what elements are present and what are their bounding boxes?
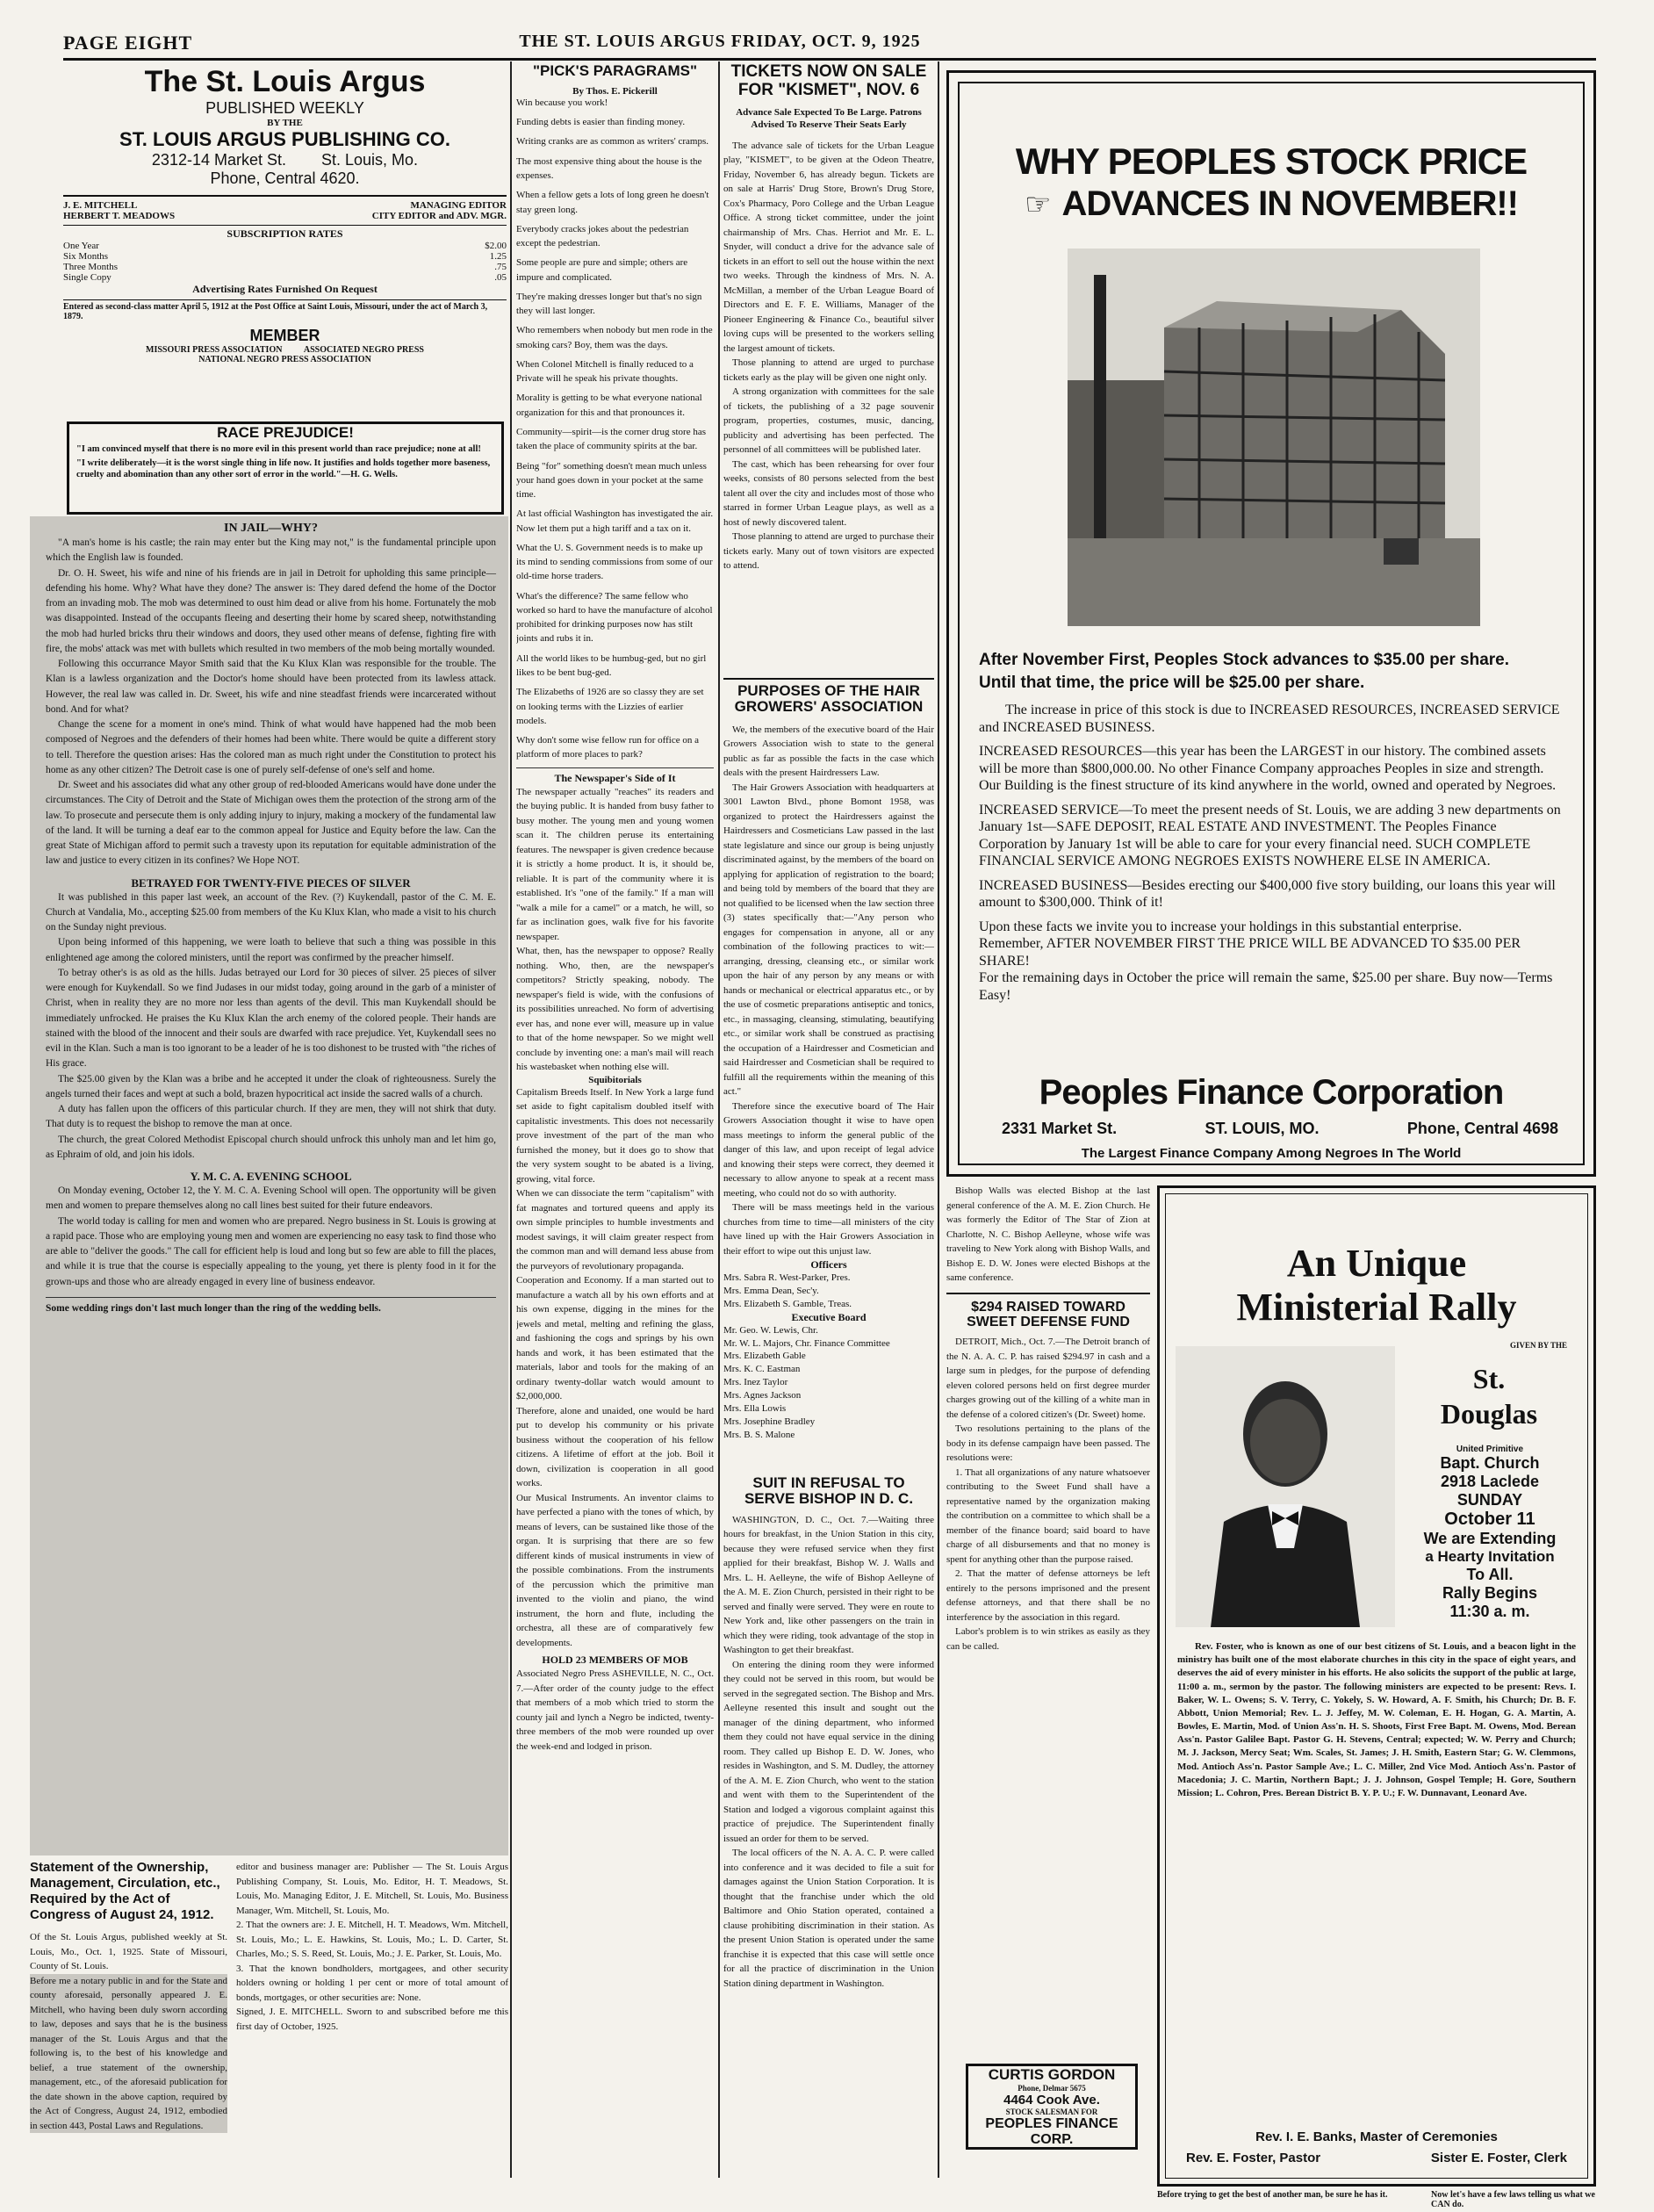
rally-pastor: Rev. E. Foster, Pastor bbox=[1186, 2151, 1321, 2165]
text-line: .75 bbox=[494, 262, 507, 272]
filler-left: Before trying to get the best of another man, be sure he has it. bbox=[1157, 2190, 1388, 2200]
paragram-item: Morality is getting to be what everyone national organization for this and that pronounces it. bbox=[516, 393, 702, 418]
in-jail-paragraph: Change the scene for a moment in one's mind. Think of what would have happened had the mob been composed of Negroes and the defenders of their homes had been white. There would be quite a different story to tell. Therefore the question arises: Has the colored man as much right under the Constitution to protect his home as any other citizen? The Detroit case is one of purely self-defense of one's self and home. bbox=[46, 719, 496, 775]
sweet-fund-paragraph: 2. That the matter of defense attorneys be left entirely to the persons imprisoned and the present defense attorneys, and that there shall be no interference by the association in this regard. bbox=[946, 1568, 1150, 1623]
paragram-item: Everybody cracks jokes about the pedestrian except the pedestrian. bbox=[516, 223, 689, 249]
text-line: 11:30 a. m. bbox=[1449, 1603, 1530, 1620]
mob-title: HOLD 23 MEMBERS OF MOB bbox=[542, 1654, 688, 1667]
paragrams-list bbox=[516, 115, 714, 761]
text-line: Three Months bbox=[63, 262, 119, 272]
squib-paragraph: Capitalism Breeds Itself. In New York a large fund set aside to fight capitalism doubled itself with capitalistic investments. This does not necessarily prove investment of the part of the man who furnished the money, but it does go to show that the very system sought to be abated is a living, growing, vital force. bbox=[516, 1086, 714, 1185]
sweet-fund-paragraph: 1. That all organizations of any nature whatsoever contributing to the Sweet Fund shall have a representative named by the organization making the contribution on a committee to which shall be a member of the finance board; said board to have charge of all disbursements and that no money is spent for anything other than the purpose raised. bbox=[946, 1466, 1150, 1565]
staff-list bbox=[63, 200, 507, 221]
paragram-item: All the world likes to be humbug-ged, but no girl likes to be bent bug-ged. bbox=[516, 652, 707, 678]
in-jail-paragraph: Dr. O. H. Sweet, his wife and nine of his friends are in jail in Detroit for upholding this same principle—defending his home. Why? What have they done? The answer is: They dared defend the home of the Doctor from an invading mob. The mob was determined to oust him dead or alive from his home. Fortunately the mob was disappointed. Instead of the occupants fleeing and deserting their home by scared sheep, notwithstanding the mob had hurled bricks thru their windows and doors, they used other means of defense, fighting fire with fire, the mobs' attack was met with bullets which resulted in two members of the mob being mortally wounded. bbox=[46, 567, 496, 654]
bishop-title-1: SUIT IN REFUSAL TO bbox=[752, 1475, 905, 1491]
text-line: Mrs. Elizabeth S. Gamble, Treas. bbox=[723, 1298, 852, 1309]
text-line: Mrs. Agnes Jackson bbox=[723, 1389, 802, 1401]
text-line: For the remaining days in October the price will remain the same, $25.00 per share. Buy now—Terms Easy! bbox=[979, 970, 1553, 1003]
squib-paragraph: Our Musical Instruments. An inventor claims to have perfected a piano with the tones of which, by means of levers, can be sustained like those of the organ. It is surprising that there are so few different kinds of musical instruments in view of the possible combinations. From the instruments of the percussion which the primitive man invented to the violin and piano, the wind instrument, the horn and flute, including the orchestra, all these are of comparatively few developments. bbox=[516, 1492, 714, 1648]
paragram-item: Community—spirit—is the corner drug store has taken the place of community spirits at the bar. bbox=[516, 426, 706, 452]
race-prejudice-quote: "I am convinced myself that there is no more evil in this present world than race prejudice; none at all! bbox=[76, 444, 481, 454]
ymca-title: Y. M. C. A. EVENING SCHOOL bbox=[190, 1170, 352, 1183]
ymca-paragraph: The world today is calling for men and women who are prepared. Negro business in St. Louis is growing at a rapid pace. Those who are employing young men and women are experiencing no easy task to find those who are able to "deliver the goods." The call for efficient help is loud and long but so few are able to fill the places, and while it is true that the course is especially appealing to the young, yet there is plenty food in it for the grown-ups and those who are already engaged in every line of business endeavor. bbox=[46, 1215, 496, 1287]
text-line: $2.00 bbox=[485, 241, 507, 251]
rally-title-1: An Unique bbox=[1286, 1242, 1467, 1285]
officers-title: Officers bbox=[810, 1258, 847, 1272]
rally-portrait bbox=[1176, 1346, 1395, 1627]
text-line: editor and business manager are: Publisher — The St. Louis Argus Publishing Company, St. Louis, Mo. Editor, H. T. Meadows, St. Louis, Mo. Managing Editor, J. E. Mitchell, St. Louis, Mo. Business Manager, Wm. Mitchell, St. Louis, Mo. bbox=[236, 1862, 508, 1916]
publishing-company: ST. LOUIS ARGUS PUBLISHING CO. bbox=[119, 128, 450, 150]
in-jail-title: IN JAIL—WHY? bbox=[224, 522, 318, 535]
race-prejudice-quote: "I write deliberately—it is the worst single thing in life now. It justifies and holds together more baseness, cruelty and abomination than any other sort of error in the world."—H. G. Wells. bbox=[76, 458, 491, 480]
paragram-item: At last official Washington has investigated the air. Now let them put a high tariff and a tax on it. bbox=[516, 508, 714, 534]
curtis-role: STOCK SALESMAN FOR bbox=[1005, 2108, 1098, 2116]
paragrams-intro: Win because you work! bbox=[516, 97, 608, 109]
peoples-city: ST. LOUIS, MO. bbox=[1205, 1120, 1320, 1137]
publisher-phone: Phone, Central 4620. bbox=[210, 169, 360, 187]
text-line: 2. That the owners are: J. E. Mitchell, H. T. Meadows, Wm. Mitchell, St. Louis, Mo.; L. E. Hawkins, St. Louis, Mo.; L. D. Carter, St. Charles, Mo.; S. S. Reed, St. Louis, Mo.; J. E. Parker, St. Louis, Mo. bbox=[236, 1920, 508, 1959]
filler-right: Now let's have a few laws telling us what we CAN do. bbox=[1431, 2190, 1595, 2209]
peoples-body bbox=[979, 702, 1567, 1004]
text-line: Mrs. Emma Dean, Sec'y. bbox=[723, 1286, 819, 1297]
squib-paragraph: When we can dissociate the term "capitalism" with fat magnates and tortured queens and apply its own simple principles to humble investments and modest savings, it will claim greater respect from the common man and will demand less abuse from the purveyors of revolutionary propaganda. bbox=[516, 1188, 714, 1272]
text-line: Rally Begins bbox=[1442, 1584, 1538, 1602]
text-line: INCREASED SERVICE—To meet the present needs of St. Louis, we are adding 3 new departments on January 1st—SAFE DEPOSIT, REAL ESTATE AND INVESTMENT. The Peoples Finance Corporation by January 1st will be able to care for your every financial need. SUCH COMPLETE FINANCIAL SERVICE AMONG NEGROES EXISTS NOWHERE ELSE IN AMERICA. bbox=[979, 802, 1561, 869]
paragram-item: Funding debts is easier than finding money. bbox=[516, 117, 686, 128]
member-line-2: NATIONAL NEGRO PRESS ASSOCIATION bbox=[198, 355, 371, 364]
text-line: October 11 bbox=[1444, 1509, 1535, 1529]
subscription-title: SUBSCRIPTION RATES bbox=[63, 225, 507, 241]
page-number: PAGE EIGHT bbox=[63, 32, 193, 54]
paragram-item: Some people are pure and simple; others are impure and complicated. bbox=[516, 257, 688, 283]
peoples-lead-1: After November First, Peoples Stock advances to $35.00 per share. bbox=[979, 651, 1510, 669]
paper-dateline: THE ST. LOUIS ARGUS FRIDAY, OCT. 9, 1925 bbox=[519, 32, 921, 51]
betrayed-paragraph: Upon being informed of this happening, we were loath to believe that such a thing was possible in this enlightened age among the colored ministers, until the report was confirmed by the preacher himself. bbox=[46, 937, 496, 963]
betrayed-paragraph: To betray other's is as old as the hills. Judas betrayed our Lord for 30 pieces of silver. 25 pieces of silver were enough for Kuykendall. So we find Judases in our midst today, going around in the garb of a minister of Christ, when in reality they are no more nor less than agents of the devil. This man Kuykendall should be immediately unfrocked. He praises the Ku Klux Klan the arch enemy of the colored people. Their hands are stained with the blood of the innocent and their souls are dwarfed with race prejudice. Yet, Kuykendall sees no evil in the Klan. Such a man is too ignorant to be a leader of he is too dishonest to be trusted with "the riches of His grace. bbox=[46, 967, 496, 1070]
text-line: Mrs. Elizabeth Gable bbox=[723, 1351, 806, 1362]
hair-paragraph: The Hair Growers Association with headquarters at 3001 Lawton Blvd., phone Bomont 1958, was organized to protect the Hairdressers against the Hairdressers and Cosmeticians Law passed in the last state legislature and since our group is being unjustly discriminated against, by the members of the board on applying for application of registration to the board; and being told by members of the board that they are not qualified to be licensed when the law section three (3) states specifically that:—"Any person who engages for compensation in anyone, all or any combination of the following practices to wit:—arranging, dressing, cleansing etc., or similar work upon the hair of any person by any means or with hands or mechanical or electrical apparatus etc., or by the use of cosmetic preparations antiseptic and tonics, etc., in massaging, cleansing, stimulating, beautifying etc., or similar work shall be construed as practising the occupation of a Hairdresser and Cosmetician and said Hairdresser and Cosmetician shall be required to fulfill all the requirements within the meaning of this act." bbox=[723, 782, 934, 1098]
hair-paragraph: We, the members of the executive board of the Hair Growers Association wish to state to the general public as far as possible the facts in the case which deals with the present Hairdressers Law. bbox=[723, 724, 934, 779]
paragram-item: What the U. S. Government needs is to make up its mind to sending commissions from some of our old-time horse traders. bbox=[516, 542, 713, 582]
text-line: To All. bbox=[1466, 1566, 1514, 1583]
building-photo bbox=[1068, 249, 1480, 626]
text-line: Mrs. Inez Taylor bbox=[723, 1377, 788, 1388]
text-line: 2918 Laclede bbox=[1440, 1473, 1540, 1490]
sweet-fund-article bbox=[946, 1184, 1150, 2062]
paragram-item: Who remembers when nobody but men rode in the smoking cars? Boy, them was the days. bbox=[516, 325, 713, 350]
labor-quip: Labor's problem is to win strikes as easily as they can be called. bbox=[946, 1626, 1150, 1652]
kismet-title-1: TICKETS NOW ON SALE bbox=[730, 63, 927, 81]
curtis-address: 4464 Cook Ave. bbox=[1003, 2093, 1100, 2108]
kismet-paragraph: A strong organization with committees for the sale of tickets, the publishing of a 32 page souvenir program, properties, costumes, music, dancing, publicity and advertising has been perfected. The personnel of all committees will be published later. bbox=[723, 386, 934, 456]
text-line: Mrs. Josephine Bradley bbox=[723, 1416, 816, 1427]
squib-paragraph: Therefore, alone and unaided, one would be hard put to develop his community or his private business without the cooperation of his fellow citizens. A lifetime of effort at the job. Boil it down, civilization is cooperation in all good works. bbox=[516, 1405, 714, 1489]
kismet-title-2: FOR "KISMET", NOV. 6 bbox=[737, 80, 920, 99]
text-line: Mrs. K. C. Eastman bbox=[723, 1364, 801, 1375]
curtis-phone: Phone, Delmar 5675 bbox=[1018, 2084, 1086, 2093]
race-prejudice-box bbox=[67, 422, 504, 515]
member-line-1: MISSOURI PRESS ASSOCIATION ASSOCIATED NEGRO PRESS bbox=[146, 345, 424, 355]
rally-clerk: Sister E. Foster, Clerk bbox=[1430, 2151, 1567, 2165]
ownership-statement bbox=[30, 1860, 508, 2194]
entered-note: Entered as second-class matter April 5, 1912 at the Post Office at Saint Louis, Missouri, under the act of March 3, 1879. bbox=[63, 299, 507, 321]
newspaper-title: The Newspaper's Side of It bbox=[516, 767, 714, 785]
paragrams-title: "PICK'S PARAGRAMS" bbox=[532, 63, 698, 79]
text-line: Before me a notary public in and for the State and county aforesaid, personally appeared J. E. Mitchell, who having been duly sworn according to law, deposes and says that he is the business manager of the St. Louis Argus and that the following is, to the best of his knowledge and belief, a true statement of the ownership, management, etc., of the aforesaid publication for the date shown in the above caption, required by the Act of Congress, August 24, 1912, embodied in section 443, Postal Laws and Regulations. bbox=[30, 1974, 227, 2134]
rally-title-2: Ministerial Rally bbox=[1236, 1286, 1517, 1329]
paragram-item: What's the difference? The same fellow who worked so hard to have the manufacture of alcohol prohibited for drinking purposes now has stilt joints and rubs it in. bbox=[516, 590, 713, 645]
rally-church-1: St. bbox=[1472, 1363, 1506, 1394]
paragram-item: When Colonel Mitchell is finally reduced to a Private will he speak his private thoughts. bbox=[516, 358, 694, 385]
peoples-phone: Phone, Central 4698 bbox=[1406, 1120, 1558, 1137]
betrayed-title: BETRAYED FOR TWENTY-FIVE PIECES OF SILVER bbox=[131, 875, 411, 890]
peoples-corp-name: Peoples Finance Corporation bbox=[1039, 1073, 1504, 1112]
by-the: BY THE bbox=[267, 118, 303, 128]
text-line: .05 bbox=[494, 272, 507, 283]
in-jail-paragraph: Following this occurrance Mayor Smith said that the Ku Klux Klan was responsible for the trouble. The Klan is a lawless organization and the Doctor's home should have been protected from its lawless attack. However, the real law was called in. Dr. Sweet, his wife and nine steadfast friends were incarcerated without bond. And for what? bbox=[46, 659, 496, 715]
text-line: a Hearty Invitation bbox=[1425, 1548, 1555, 1565]
member-title: MEMBER bbox=[249, 327, 320, 344]
squib-paragraph: Cooperation and Economy. If a man started out to manufacture a watch all by his own efforts and at his own expense, digging in the mines for the jewels and metal, melting and refining the glass, and fashioning the cogs and springs by his own hands and work, it has been estimated that the materials, labor and tools for the making of an ordinary twenty-dollar watch would amount to $2,000,000. bbox=[516, 1275, 714, 1402]
newspaper-paragraph: What, then, has the newspaper to oppose? Really nothing. Who, then, are the newspaper's competitors? Strictly speaking, nobody. The newspaper's field is wide, with the confusions of its possibilities unreached. No form of advertising ever has, and none ever will, measure up in value to that of the home newspaper. So we might well conclude by inventing one: a man's mail will reach his wastebasket when nothing else will. bbox=[516, 946, 714, 1073]
race-prejudice-title: RACE PREJUDICE! bbox=[217, 424, 354, 441]
peoples-ad bbox=[946, 70, 1596, 1177]
curtis-company: PEOPLES FINANCE CORP. bbox=[985, 2116, 1118, 2147]
text-line: Six Months bbox=[63, 251, 109, 262]
paragrams-byline: By Thos. E. Pickerill bbox=[572, 86, 658, 97]
publisher-address: 2312-14 Market St. St. Louis, Mo. bbox=[151, 151, 419, 169]
rally-body: Rev. Foster, who is known as one of our best citizens of St. Louis, and a beacon light in the ministry has built one of the most elaborate churches in this city in the space of eight years, and deserves the aid of every minister in his efforts. He also solicits the support of the public at large, 11:00 a. m., sermon by the pastor. The following ministers are expected to be present: Revs. I. Baker, W. L. Owens; S. V. Terry, C. Yokely, S. W. Howard, A. F. Smith, his Church; Dr. B. F. Abbott, Union Memorial; Rev. L. J. Jeffey, M. W. Coleman, E. H. Hogan, G. A. Martin, A. Bowles, E. Martin, Mod. of Union Ass'n. H. S. Shoots, First Free Bapt. M. Owens, Mod. Berean Ass'n. Pastor Galilee Bapt. Pastor G. H. Stevens, Central; expected; W. W. Perry and Church; M. J. Jackson, Mercy Seat; Wm. Scales, St. James; J. H. Smith, Eastern Star; G. W. Clemmons, Mod. Antioch Ass'n. Pastor Sample Ave.; L. C. Miller, 2nd Vice Mod. Antioch Ass'n. Pastor of Macedonia; J. C. Martin, Northern Bapt.; J. J. Johnson, Gospel Temple; H. Gore, Southern Mission; L. Cohron, Pres. Berean District B. Y. P. U.; F. W. Dunnavant, Leonard Ave. bbox=[1177, 1641, 1576, 1798]
text-line: 1.25 bbox=[489, 251, 507, 262]
staff-name: J. E. MITCHELL bbox=[63, 200, 138, 211]
text-line: Upon these facts we invite you to increase your holdings in this substantial enterprise. bbox=[979, 919, 1463, 934]
rates-list bbox=[63, 241, 507, 283]
paragrams-column bbox=[516, 63, 714, 2180]
paragram-item: Being "for" something doesn't mean much unless your hand goes down in your pocket at the same time. bbox=[516, 460, 707, 501]
text-line: We are Extending bbox=[1423, 1530, 1557, 1547]
peoples-headline-2: ADVANCES IN NOVEMBER!! bbox=[1061, 184, 1518, 223]
in-jail-paragraph: "A man's home is his castle; the rain may enter but the King may not," is the fundamental principle upon which the English law is founded. bbox=[46, 537, 496, 564]
text-line: Single Copy bbox=[63, 272, 111, 283]
hair-growers-article bbox=[723, 683, 934, 1473]
rally-church-2: Douglas bbox=[1440, 1398, 1538, 1430]
squibitorials-title: Squibitorials bbox=[588, 1074, 642, 1085]
sweet-fund-paragraph: DETROIT, Mich., Oct. 7.—The Detroit branch of the N. A. A. C. P. has raised $294.97 in cash and a large sum in pledges, for the purpose of defending eleven colored persons held on first degree murder charges growing out of the killing of a white man in the defense of a colored citizen's (Dr. Sweet) home. bbox=[946, 1337, 1150, 1420]
betrayed-paragraph: It was published in this paper last week, an account of the Rev. (?) Kuykendall, pastor of the C. M. E. Church at Vandalia, Mo., accepting $25.00 from members of the Ku Klux Klan, who made a visit to his church on the Sunday night previous. bbox=[46, 891, 496, 933]
bishop-paragraph: WASHINGTON, D. C., Oct. 7.—Waiting three hours for breakfast, in the Union Station in this city, because they were refused service when they first applied for their breakfast, Bishop W. J. Walls and Mrs. L. H. Aelleyne, the wife of Bishop Aelleyne of the A. M. E. Zion Church, persisted in their right to be served and finally were served. They were en route to New York and, like other passengers on the train in which they were riding, took advantage of the stop in Washington to get their breakfast. bbox=[723, 1514, 934, 1656]
text-line: Of the St. Louis Argus, published weekly at St. Louis, Mo., Oct. 1, 1925. State of Missouri, County of St. Louis. bbox=[30, 1932, 227, 1971]
bishop-article bbox=[723, 1475, 934, 2195]
peoples-headline-1: WHY PEOPLES STOCK PRICE bbox=[1015, 141, 1528, 182]
paragram-item: The most expensive thing about the house is the expenses. bbox=[516, 155, 702, 181]
hair-title-1: PURPOSES OF THE HAIR bbox=[737, 683, 920, 699]
paragram-item: Writing cranks are as common as writers' cramps. bbox=[516, 136, 709, 148]
hair-paragraph: Therefore since the executive board of The Hair Growers Association thought it wise to have open mass meetings to inform the general public of the danger of this law, and upon receipt of legal advice and knowing their steps were correct, they deemed it necessary to allow anyone to speak at a recent mass meeting, who could not do so with authority. bbox=[723, 1100, 934, 1199]
ownership-title: Statement of the Ownership, Management, Circulation, etc., Required by the Act of Congress of August 24, 1912. bbox=[30, 1860, 220, 1922]
text-line: Mr. W. L. Majors, Chr. Finance Committee bbox=[723, 1337, 890, 1349]
peoples-lead-2: Until that time, the price will be $25.00 per share. bbox=[979, 674, 1365, 692]
pointing-hand-icon: ☞ bbox=[1025, 188, 1052, 221]
bishop-title-2: SERVE BISHOP IN D. C. bbox=[744, 1490, 914, 1508]
kismet-article bbox=[723, 63, 934, 678]
sweet-fund-paragraph: Two resolutions pertaining to the plans of the body in its defense campaign have been passed. The resolutions were: bbox=[946, 1423, 1150, 1464]
staff-role: CITY EDITOR and ADV. MGR. bbox=[371, 211, 507, 221]
betrayed-paragraph: The $25.00 given by the Klan was a bribe and he accepted it under the cloak of righteousness. Surely the angels turned their faces and wept at such a bold, brazen hypocritical act inside the sacred walls of a church. bbox=[46, 1073, 496, 1099]
text-line: One Year bbox=[63, 241, 99, 251]
exec-board-list bbox=[723, 1324, 934, 1442]
advertising-note: Advertising Rates Furnished On Request bbox=[192, 283, 378, 295]
bishop-paragraph: The local officers of the N. A. A. C. P. were called into conference and it was decided to file a suit for damages against the Union Station Corporation. It is thought that the franchise under which the old Baltimore and Ohio Station operated, contained a clause prohibiting discrimination in their station. As the present Union Station is operated under the same franchise it is expected that this case will settle once for all the practice of discrimination in the Union Station dining department in Washington. bbox=[723, 1848, 934, 1989]
published-weekly: PUBLISHED WEEKLY bbox=[205, 99, 364, 117]
bishop-paragraph: Bishop Walls was elected Bishop at the last general conference of the A. M. E. Zion Church. He was formerly the Editor of The Star of Zion at Charlotte, N. C. Bishop Aelleyne, whose wife was traveling to New York along with Bishop Walls, and Bishop E. D. W. Jones were elected Bishops at the same conference. bbox=[946, 1185, 1150, 1283]
rally-given: GIVEN BY THE bbox=[1509, 1341, 1567, 1350]
staff-name: HERBERT T. MEADOWS bbox=[63, 211, 176, 221]
rally-footer-1: Rev. I. E. Banks, Master of Ceremonies bbox=[1255, 2129, 1498, 2144]
paragram-item: The Elizabeths of 1926 are so classy they are set on looking terms with the Lizzies of earlier models. bbox=[516, 687, 704, 726]
masthead-rule bbox=[63, 58, 1596, 61]
paragram-item: When a fellow gets a lots of long green he doesn't stay green long. bbox=[516, 190, 709, 215]
sweet-fund-title-1: $294 RAISED TOWARD bbox=[946, 1293, 1150, 1315]
paragram-item: They're making dresses longer but that's no sign they will last longer. bbox=[516, 291, 702, 317]
betrayed-paragraph: The church, the great Colored Methodist Episcopal church should unfrock this unholy man and let him go, as Ephraim of old, and join his idols. bbox=[46, 1134, 496, 1160]
bishop-paragraph: On entering the dining room they were informed they could not be served in this room, but would be served in the segregated section. The Bishop and Mrs. Aelleyne resented this insult and sought out the manager of the dining department, who informed them they could not have equal service in the dining room. They called up Bishop E. D. W. Jones, who resides in Washington, and S. M. Dudley, the attorney of the A. M. E. Zion Church, who went to the station and went with them to the Superintendent of the Station and lodged a vigorous complaint against this practice of prejudice. The Superintendent finally issued an order for them to be served. bbox=[723, 1659, 934, 1844]
paragram-item: Why don't some wise fellow run for office on a platform of more places to park? bbox=[516, 735, 699, 760]
in-jail-paragraph: Dr. Sweet and his associates did what any other group of red-blooded Americans would have done under the circumstances. The City of Detroit and the State of Michigan owes them the protection of the strong arm of the law. To prosecute and persecute them is only adding injury to injury, making a mockery of the fundamental law of the land. It will be turning a deaf ear to the common appeal for Justice and Equity before the law. Can the great State of Michigan afford to permit such a travesty upon its reputation for equitable administration of the law and justice to every citizen in its confines? We Hope NOT. bbox=[46, 780, 496, 867]
wedding-quip: Some wedding rings don't last much longer than the ring of the wedding bells. bbox=[46, 1297, 496, 1316]
text-line: INCREASED RESOURCES—this year has been the LARGEST in our history. The combined assets will be more than $800,000.00. No other Finance Company approaches Peoples in size and strength. Our Building is the finest structure of its kind anywhere in the world, owned and operated by Negroes. bbox=[979, 744, 1557, 794]
kismet-deck: Advance Sale Expected To Be Large. Patrons Advised To Reserve Their Seats Early bbox=[736, 107, 922, 131]
sweet-fund-title-2: SWEET DEFENSE FUND bbox=[967, 1314, 1130, 1329]
text-line: Mrs. Ella Lowis bbox=[723, 1402, 787, 1414]
curtis-gordon-ad bbox=[966, 2064, 1138, 2150]
curtis-name: CURTIS GORDON bbox=[988, 2066, 1116, 2083]
editorial-block bbox=[30, 516, 508, 1855]
staff-role: MANAGING EDITOR bbox=[410, 200, 507, 211]
paper-title: The St. Louis Argus bbox=[144, 65, 426, 98]
publisher-box bbox=[63, 63, 507, 414]
kismet-paragraph: Those planning to attend are urged to purchase tickets early as the play will be given one night only. bbox=[723, 357, 934, 383]
ministerial-rally-ad bbox=[1157, 1185, 1596, 2187]
text-line: INCREASED BUSINESS—Besides erecting our $400,000 five story building, our loans this year will amount to $300,000. Think of it! bbox=[979, 877, 1556, 911]
officers-list bbox=[723, 1272, 934, 1311]
exec-board-title: Executive Board bbox=[791, 1310, 867, 1323]
text-line: Signed, J. E. MITCHELL. Sworn to and subscribed before me this first day of October, 1925. bbox=[236, 2007, 508, 2032]
text-line: The increase in price of this stock is due to INCREASED RESOURCES, INCREASED SERVICE and INCREASED BUSINESS. bbox=[979, 703, 1560, 735]
text-line: SUNDAY bbox=[1456, 1491, 1523, 1509]
hair-title-2: GROWERS' ASSOCIATION bbox=[734, 698, 924, 716]
peoples-address: 2331 Market St. bbox=[1002, 1120, 1118, 1137]
hair-paragraph: There will be mass meetings held in the various churches from time to time—all ministers of the city have lined up with the Hair Growers Association in their effort to wipe out this unjust law. bbox=[723, 1202, 934, 1257]
text-line: Mrs. Sabra R. West-Parker, Pres. bbox=[723, 1272, 851, 1284]
text-line: Bapt. Church bbox=[1440, 1454, 1540, 1472]
text-line: 3. That the known bondholders, mortgagees, and other security holders owning or holding 1 per cent or more of total amount of bonds, mortgages, or other securities are: None. bbox=[236, 1963, 508, 2003]
text-line: Mrs. B. S. Malone bbox=[723, 1429, 795, 1440]
peoples-tagline: The Largest Finance Company Among Negroes In The World bbox=[1081, 1146, 1462, 1161]
betrayed-paragraph: A duty has fallen upon the officers of this particular church. If they are men, they will not shirk that duty. That duty is to request the bishop to remove the man at once. bbox=[46, 1104, 496, 1130]
text-line: Mr. Geo. W. Lewis, Chr. bbox=[723, 1324, 818, 1336]
newspaper-paragraph: The newspaper actually "reaches" its readers and the buying public. It is handed from busy father to busy mother. The young men and young women scan it. The children peruse its entertaining features. The newspaper is given credence because it is strictly a home product. It is, it should be, reliable. It is part of the community where it is established. It's "one of the family." If a man will "walk a mile for a camel" or a match, he will, so far as inclination goes, walk five for his favorite newspaper. bbox=[516, 786, 714, 942]
kismet-paragraph: Those planning to attend are urged to purchase their tickets early. Many out of town visitors are expected to attend. bbox=[723, 531, 934, 572]
rally-details bbox=[1399, 1445, 1581, 1621]
text-line: Remember, AFTER NOVEMBER FIRST THE PRICE WILL BE ADVANCED TO $35.00 PER SHARE! bbox=[979, 936, 1521, 969]
kismet-paragraph: The cast, which has been rehearsing for over four weeks, consists of 80 persons selected from the best talent all over the city and includes most of those who starred in former Urban League plays, as well as a host of newly discovered talent. bbox=[723, 458, 934, 528]
text-line: United Primitive bbox=[1456, 1445, 1524, 1454]
mob-paragraph: Associated Negro Press ASHEVILLE, N. C., Oct. 7.—After order of the county judge to the effect that members of a mob which tried to storm the county jail and lynch a Negro be indicted, twenty-three members of the mob were rounded up over the week-end and lodged in prison. bbox=[516, 1668, 714, 1752]
ymca-paragraph: On Monday evening, October 12, the Y. M. C. A. Evening School will open. The opportunity will be given men and women to prepare themselves along no call lines best suited for their future endeavors. bbox=[46, 1185, 496, 1212]
kismet-paragraph: The advance sale of tickets for the Urban League play, "KISMET", to be given at the Odeon Theatre, Friday, November 6, has already begun. Tickets are on sale at Harris' Drug Store, Brown's Drug Store, Cox's Pharmacy, Poro College and the Urban League Office. A strong ticket committee, under the joint chairmanship of Mrs. Chas. Herriot and Mr. E. L. Snyder, will conduct a drive for the advance sale of tickets in an effort to sell out the house within the next two weeks. Through the kindness of Mrs. N. A. McMillan, a member of the Urban League Board of Directors and E. F. E. Williams, Manager of the Pioneer Engineering & Finance Co., beautiful silver loving cups will be presented to the workers selling the largest amount of tickets. bbox=[723, 140, 934, 354]
